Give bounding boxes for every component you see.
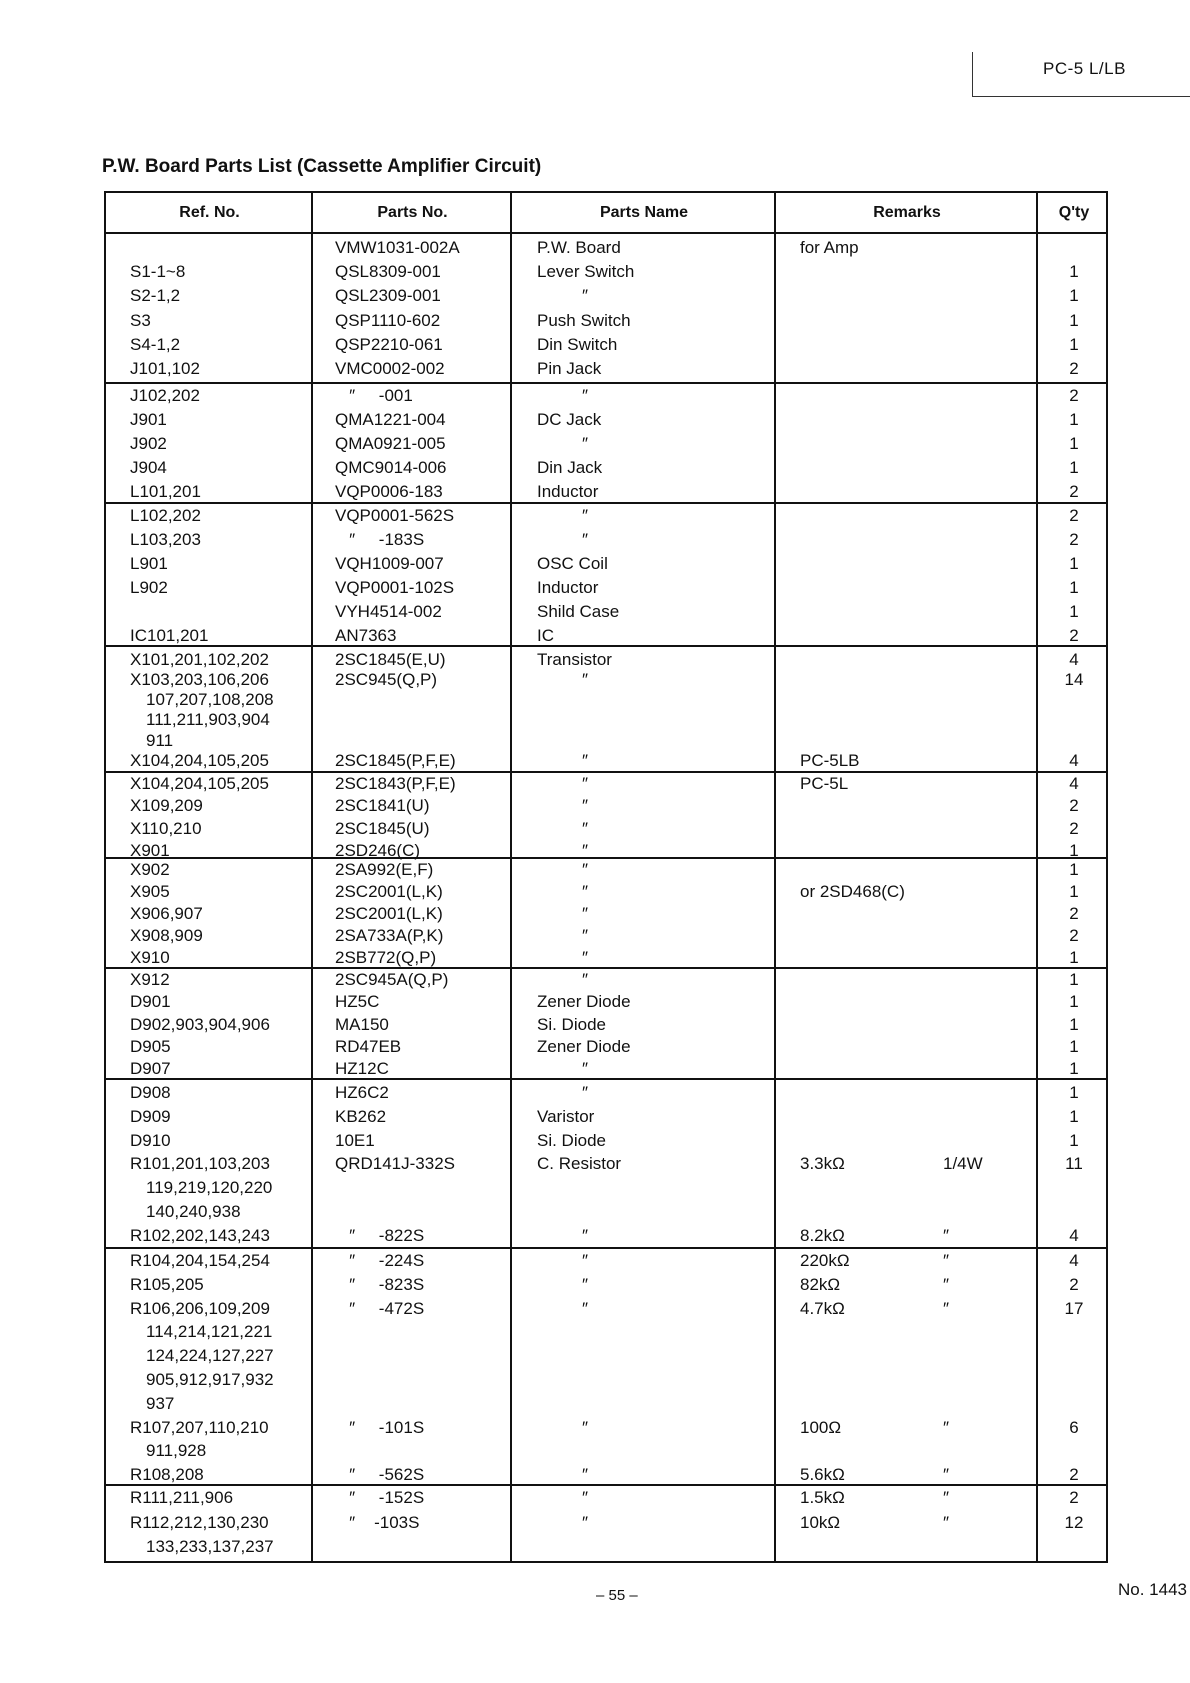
quantity: 1 bbox=[1069, 992, 1079, 1012]
parts-no: 2SC945(Q,P) bbox=[335, 670, 438, 690]
parts-name: Lever Switch bbox=[537, 262, 635, 282]
parts-group bbox=[106, 1484, 1106, 1563]
parts-group bbox=[106, 857, 1106, 967]
parts-no: RD47EB bbox=[335, 1036, 402, 1056]
ref-no: S4-1,2 bbox=[130, 335, 181, 355]
parts-no: ″ -152S bbox=[335, 1488, 425, 1507]
ref-no: L902 bbox=[130, 578, 168, 597]
quantity: 4 bbox=[1069, 1251, 1079, 1271]
quantity: 1 bbox=[1069, 602, 1079, 621]
ref-no: 911,928 bbox=[146, 1441, 207, 1461]
quantity: 4 bbox=[1069, 649, 1079, 669]
table-row bbox=[106, 1320, 1106, 1344]
parts-group bbox=[106, 502, 1106, 645]
remarks: 82kΩ bbox=[800, 1274, 841, 1294]
parts-group bbox=[106, 230, 1106, 382]
parts-no: QSL8309-001 bbox=[335, 262, 441, 282]
ref-no: S3 bbox=[130, 310, 151, 330]
parts-name: ″ bbox=[582, 796, 589, 816]
quantity: 1 bbox=[1069, 1130, 1079, 1150]
ref-no: 911 bbox=[146, 730, 174, 750]
ref-no: J101,102 bbox=[130, 359, 200, 379]
parts-no: QSP1110-602 bbox=[335, 310, 441, 330]
parts-name: Shild Case bbox=[537, 602, 620, 621]
ref-no: D908 bbox=[130, 1083, 171, 1103]
parts-group bbox=[106, 967, 1106, 1078]
table-row bbox=[106, 925, 1106, 947]
parts-no: QMC9014-006 bbox=[335, 458, 447, 477]
parts-no: VQP0001-562S bbox=[335, 506, 455, 525]
remarks-rating: ″ bbox=[943, 1465, 950, 1485]
quantity: 2 bbox=[1069, 926, 1079, 945]
table-row bbox=[106, 528, 1106, 552]
parts-name: ″ bbox=[582, 1298, 589, 1318]
remarks: or 2SD468(C) bbox=[800, 882, 905, 901]
remarks: 4.7kΩ bbox=[800, 1298, 845, 1318]
remarks: 3.3kΩ bbox=[800, 1154, 845, 1174]
parts-no: 2SB772(Q,P) bbox=[335, 948, 437, 967]
parts-name: ″ bbox=[582, 1465, 589, 1485]
parts-name: Varistor bbox=[537, 1106, 595, 1126]
ref-no: L102,202 bbox=[130, 506, 201, 525]
ref-no: X104,204,105,205 bbox=[130, 774, 269, 793]
parts-name: Si. Diode bbox=[537, 1130, 606, 1150]
ref-no: D910 bbox=[130, 1130, 171, 1150]
table-row bbox=[106, 284, 1106, 308]
parts-no: ″ -001 bbox=[335, 386, 413, 405]
table-row bbox=[106, 650, 1106, 670]
quantity: 4 bbox=[1069, 774, 1079, 793]
quantity: 1 bbox=[1069, 840, 1079, 860]
parts-name: IC bbox=[537, 626, 554, 645]
ref-no: X908,909 bbox=[130, 926, 203, 945]
ref-no: 111,211,903,904 bbox=[146, 710, 270, 730]
parts-no: VQP0001-102S bbox=[335, 578, 455, 597]
parts-no: QSP2210-061 bbox=[335, 335, 443, 355]
quantity: 1 bbox=[1069, 1014, 1079, 1034]
ref-no: R107,207,110,210 bbox=[130, 1417, 269, 1437]
parts-group bbox=[106, 771, 1106, 860]
parts-name: Si. Diode bbox=[537, 1014, 606, 1034]
parts-name: ″ bbox=[582, 970, 589, 989]
parts-group bbox=[106, 1247, 1106, 1484]
parts-name: ″ bbox=[582, 506, 589, 525]
parts-no: VQP0006-183 bbox=[335, 482, 443, 501]
quantity: 2 bbox=[1069, 904, 1079, 923]
parts-name: ″ bbox=[582, 926, 589, 945]
ref-no: J904 bbox=[130, 458, 167, 477]
quantity: 1 bbox=[1069, 410, 1079, 429]
table-row bbox=[106, 1081, 1106, 1105]
table-row bbox=[106, 991, 1106, 1013]
parts-name: Transistor bbox=[537, 649, 612, 669]
col-parts-name: Parts Name bbox=[599, 204, 689, 221]
quantity: 2 bbox=[1069, 1274, 1079, 1294]
remarks: 220kΩ bbox=[800, 1251, 850, 1271]
quantity: 1 bbox=[1069, 554, 1079, 573]
table-row bbox=[106, 859, 1106, 881]
ref-no: X905 bbox=[130, 882, 170, 901]
ref-no: J102,202 bbox=[130, 386, 200, 405]
parts-name: ″ bbox=[582, 774, 589, 793]
parts-no: ″ -101S bbox=[335, 1417, 425, 1437]
table-row bbox=[106, 670, 1106, 690]
parts-name: ″ bbox=[582, 904, 589, 923]
ref-no: L901 bbox=[130, 554, 168, 573]
remarks-rating: ″ bbox=[943, 1274, 950, 1294]
quantity: 1 bbox=[1069, 310, 1079, 330]
table-row bbox=[106, 236, 1106, 260]
table-row bbox=[106, 969, 1106, 991]
header-divider bbox=[972, 52, 973, 97]
parts-name: ″ bbox=[582, 1488, 589, 1507]
parts-name: OSC Coil bbox=[537, 554, 608, 573]
col-remarks: Remarks bbox=[873, 204, 941, 221]
remarks: 1.5kΩ bbox=[800, 1488, 845, 1507]
parts-no: 2SC1841(U) bbox=[335, 796, 430, 816]
ref-no: R108,208 bbox=[130, 1465, 204, 1485]
parts-no: QRD141J-332S bbox=[335, 1154, 456, 1174]
parts-name: ″ bbox=[582, 1083, 589, 1103]
table-row bbox=[106, 384, 1106, 408]
table-row bbox=[106, 881, 1106, 903]
remarks: for Amp bbox=[800, 237, 859, 257]
parts-no: HZ6C2 bbox=[335, 1083, 389, 1103]
remarks-rating: ″ bbox=[943, 1251, 950, 1271]
ref-no: D909 bbox=[130, 1106, 171, 1126]
table-row bbox=[106, 1224, 1106, 1248]
parts-name: Inductor bbox=[537, 578, 599, 597]
parts-no: ″ -103S bbox=[335, 1512, 420, 1532]
parts-name: P.W. Board bbox=[537, 237, 621, 257]
table-row bbox=[106, 1511, 1106, 1536]
quantity: 14 bbox=[1064, 670, 1084, 690]
ref-no: X906,907 bbox=[130, 904, 203, 923]
parts-no: 2SD246(C) bbox=[335, 840, 421, 860]
quantity: 2 bbox=[1069, 359, 1079, 379]
ref-no: R104,204,154,254 bbox=[130, 1251, 270, 1271]
table-row bbox=[106, 432, 1106, 456]
table-row bbox=[106, 456, 1106, 480]
table-row bbox=[106, 504, 1106, 528]
table-row bbox=[106, 731, 1106, 751]
remarks-rating: ″ bbox=[943, 1488, 950, 1507]
table-row bbox=[106, 1416, 1106, 1440]
parts-no: ″ -472S bbox=[335, 1298, 425, 1318]
parts-name: ″ bbox=[582, 670, 589, 690]
parts-no: VMW1031-002A bbox=[335, 237, 460, 257]
parts-no: 2SA992(E,F) bbox=[335, 860, 434, 879]
parts-name: C. Resistor bbox=[537, 1154, 622, 1174]
ref-no: S1-1~8 bbox=[130, 262, 186, 282]
table-row bbox=[106, 795, 1106, 817]
parts-no: 2SA733A(P,K) bbox=[335, 926, 444, 945]
ref-no: X910 bbox=[130, 948, 170, 967]
ref-no: 905,912,917,932 bbox=[146, 1370, 274, 1390]
table-row bbox=[106, 576, 1106, 600]
remarks: 10kΩ bbox=[800, 1512, 841, 1532]
ref-no: 937 bbox=[146, 1393, 175, 1413]
table-row bbox=[106, 260, 1106, 284]
ref-no: 133,233,137,237 bbox=[146, 1537, 274, 1556]
quantity: 1 bbox=[1069, 970, 1079, 989]
table-row bbox=[106, 408, 1106, 432]
quantity: 2 bbox=[1069, 796, 1079, 816]
table-row bbox=[106, 1105, 1106, 1129]
parts-name: Zener Diode bbox=[537, 992, 631, 1012]
parts-name: ″ bbox=[582, 840, 589, 860]
parts-no: 2SC945A(Q,P) bbox=[335, 970, 449, 989]
parts-group bbox=[106, 1078, 1106, 1247]
parts-name: ″ bbox=[582, 948, 589, 967]
parts-name: ″ bbox=[582, 1059, 589, 1079]
table-row bbox=[106, 1344, 1106, 1368]
table-row bbox=[106, 903, 1106, 925]
parts-no: 2SC1845(E,U) bbox=[335, 649, 446, 669]
remarks-rating: ″ bbox=[943, 1298, 950, 1318]
table-row bbox=[106, 1014, 1106, 1036]
parts-no: QSL2309-001 bbox=[335, 286, 441, 306]
ref-no: R111,211,906 bbox=[130, 1488, 234, 1507]
ref-no: 119,219,120,220 bbox=[146, 1178, 273, 1198]
parts-name: ″ bbox=[582, 286, 589, 306]
parts-name: ″ bbox=[582, 1512, 589, 1532]
remarks: 8.2kΩ bbox=[800, 1225, 845, 1245]
parts-name: Zener Diode bbox=[537, 1036, 631, 1056]
quantity: 1 bbox=[1069, 578, 1079, 597]
remarks-rating: ″ bbox=[943, 1417, 950, 1437]
table-row bbox=[106, 1535, 1106, 1560]
table-row bbox=[106, 1249, 1106, 1273]
remarks: PC-5LB bbox=[800, 750, 860, 770]
table-row bbox=[106, 333, 1106, 357]
quantity: 1 bbox=[1069, 948, 1079, 967]
parts-no: 2SC1845(U) bbox=[335, 818, 430, 838]
remarks-rating: ″ bbox=[943, 1225, 950, 1245]
quantity: 1 bbox=[1069, 1106, 1079, 1126]
page-number: – 55 – bbox=[596, 1587, 638, 1604]
parts-no: 2SC1845(P,F,E) bbox=[335, 750, 456, 770]
quantity: 17 bbox=[1064, 1298, 1084, 1318]
parts-name: Pin Jack bbox=[537, 359, 602, 379]
page-title: P.W. Board Parts List (Cassette Amplifier Circuit) bbox=[102, 156, 542, 177]
ref-no: D905 bbox=[130, 1036, 171, 1056]
ref-no: IC101,201 bbox=[130, 626, 209, 645]
parts-no: ″ -823S bbox=[335, 1274, 425, 1294]
ref-no: X103,203,106,206 bbox=[130, 670, 269, 690]
quantity: 2 bbox=[1069, 1488, 1079, 1507]
parts-no: VQH1009-007 bbox=[335, 554, 444, 573]
parts-name: ″ bbox=[582, 1225, 589, 1245]
table-row bbox=[106, 1297, 1106, 1321]
remarks: 5.6kΩ bbox=[800, 1465, 845, 1485]
ref-no: X101,201,102,202 bbox=[130, 649, 269, 669]
col-qty: Q'ty bbox=[1058, 204, 1090, 221]
parts-no: ″ -183S bbox=[335, 530, 425, 549]
ref-no: R101,201,103,203 bbox=[130, 1154, 270, 1174]
parts-no: ″ -562S bbox=[335, 1465, 425, 1485]
ref-no: D901 bbox=[130, 992, 171, 1012]
parts-name: Din Jack bbox=[537, 458, 603, 477]
table-row bbox=[106, 690, 1106, 710]
ref-no: 124,224,127,227 bbox=[146, 1346, 274, 1366]
table-row bbox=[106, 1392, 1106, 1416]
remarks: PC-5L bbox=[800, 774, 849, 793]
parts-name: Inductor bbox=[537, 482, 599, 501]
table-row bbox=[106, 818, 1106, 840]
table-row bbox=[106, 309, 1106, 333]
parts-name: ″ bbox=[582, 818, 589, 838]
table-row bbox=[106, 1200, 1106, 1224]
parts-name: ″ bbox=[582, 1417, 589, 1437]
parts-no: 2SC2001(L,K) bbox=[335, 904, 443, 923]
remarks: 100Ω bbox=[800, 1417, 842, 1437]
parts-no: VMC0002-002 bbox=[335, 359, 445, 379]
ref-no: J902 bbox=[130, 434, 167, 453]
table-row bbox=[106, 1273, 1106, 1297]
parts-name: ″ bbox=[582, 860, 589, 879]
col-parts-no: Parts No. bbox=[377, 204, 448, 221]
parts-name: ″ bbox=[582, 750, 589, 770]
parts-name: ″ bbox=[582, 882, 589, 901]
ref-no: 114,214,121,221 bbox=[146, 1322, 273, 1342]
ref-no: X902 bbox=[130, 860, 170, 879]
parts-name: ″ bbox=[582, 434, 589, 453]
quantity: 1 bbox=[1069, 882, 1079, 901]
ref-no: R105,205 bbox=[130, 1274, 204, 1294]
document-number: No. 1443 bbox=[1118, 1580, 1187, 1599]
remarks-rating: 1/4W bbox=[943, 1154, 983, 1174]
parts-no: AN7363 bbox=[335, 626, 397, 645]
parts-group bbox=[106, 645, 1106, 771]
ref-no: L103,203 bbox=[130, 530, 201, 549]
header-rule bbox=[972, 96, 1190, 97]
quantity: 1 bbox=[1069, 1059, 1079, 1079]
parts-name: ″ bbox=[582, 1274, 589, 1294]
table-row bbox=[106, 947, 1106, 969]
ref-no: 140,240,938 bbox=[146, 1202, 241, 1222]
parts-no: 2SC2001(L,K) bbox=[335, 882, 443, 901]
parts-no: QMA1221-004 bbox=[335, 410, 446, 429]
table-row bbox=[106, 600, 1106, 624]
quantity: 2 bbox=[1069, 818, 1079, 838]
ref-no: J901 bbox=[130, 410, 167, 429]
ref-no: S2-1,2 bbox=[130, 286, 181, 306]
quantity: 4 bbox=[1069, 750, 1079, 770]
parts-no: MA150 bbox=[335, 1014, 389, 1034]
model-number: PC-5 L/LB bbox=[1043, 59, 1126, 78]
col-ref-no: Ref. No. bbox=[179, 204, 240, 221]
parts-no: VYH4514-002 bbox=[335, 602, 442, 621]
ref-no: D907 bbox=[130, 1059, 171, 1079]
parts-no: HZ12C bbox=[335, 1059, 389, 1079]
quantity: 11 bbox=[1065, 1154, 1083, 1174]
table-row bbox=[106, 552, 1106, 576]
parts-name: ″ bbox=[582, 530, 589, 549]
quantity: 2 bbox=[1069, 1465, 1079, 1485]
ref-no: X901 bbox=[130, 840, 170, 860]
table-row bbox=[106, 1176, 1106, 1200]
quantity: 1 bbox=[1069, 1036, 1079, 1056]
quantity: 4 bbox=[1069, 1225, 1079, 1245]
remarks-rating: ″ bbox=[943, 1512, 950, 1532]
table-row bbox=[106, 357, 1106, 381]
ref-no: R112,212,130,230 bbox=[130, 1512, 269, 1532]
parts-name: DC Jack bbox=[537, 410, 602, 429]
table-row bbox=[106, 751, 1106, 771]
parts-no: QMA0921-005 bbox=[335, 434, 446, 453]
table-row bbox=[106, 480, 1106, 504]
table-row bbox=[106, 1439, 1106, 1463]
parts-no: 2SC1843(P,F,E) bbox=[335, 774, 456, 793]
parts-name: Push Switch bbox=[537, 310, 631, 330]
table-header bbox=[106, 193, 1106, 234]
quantity: 2 bbox=[1069, 386, 1079, 405]
quantity: 6 bbox=[1069, 1417, 1079, 1437]
parts-group bbox=[106, 382, 1106, 502]
quantity: 2 bbox=[1069, 626, 1079, 645]
ref-no: X104,204,105,205 bbox=[130, 750, 269, 770]
table-row bbox=[106, 1129, 1106, 1153]
ref-no: X912 bbox=[130, 970, 170, 989]
quantity: 1 bbox=[1069, 458, 1079, 477]
ref-no: D902,903,904,906 bbox=[130, 1014, 270, 1034]
parts-no: HZ5C bbox=[335, 992, 380, 1012]
quantity: 1 bbox=[1069, 262, 1079, 282]
parts-no: ″ -224S bbox=[335, 1251, 425, 1271]
parts-name: Din Switch bbox=[537, 335, 618, 355]
quantity: 1 bbox=[1069, 286, 1079, 306]
table-row bbox=[106, 1368, 1106, 1392]
parts-name: ″ bbox=[582, 1251, 589, 1271]
table-row bbox=[106, 1036, 1106, 1058]
quantity: 1 bbox=[1069, 434, 1079, 453]
ref-no: R102,202,143,243 bbox=[130, 1225, 270, 1245]
parts-table bbox=[104, 191, 1108, 1563]
parts-no: ″ -822S bbox=[335, 1225, 425, 1245]
parts-name: ″ bbox=[582, 386, 589, 405]
ref-no: X109,209 bbox=[130, 796, 203, 816]
quantity: 1 bbox=[1069, 335, 1079, 355]
ref-no: R106,206,109,209 bbox=[130, 1298, 270, 1318]
table-row bbox=[106, 1486, 1106, 1511]
quantity: 2 bbox=[1069, 482, 1079, 501]
parts-no: KB262 bbox=[335, 1106, 387, 1126]
ref-no: X110,210 bbox=[130, 818, 202, 838]
quantity: 1 bbox=[1069, 860, 1079, 879]
ref-no: 107,207,108,208 bbox=[146, 690, 274, 710]
table-row bbox=[106, 1152, 1106, 1176]
parts-no: 10E1 bbox=[335, 1130, 375, 1150]
quantity: 2 bbox=[1069, 530, 1079, 549]
quantity: 2 bbox=[1069, 506, 1079, 525]
ref-no: L101,201 bbox=[130, 482, 201, 501]
table-row bbox=[106, 710, 1106, 730]
table-row bbox=[106, 773, 1106, 795]
quantity: 12 bbox=[1064, 1512, 1084, 1532]
quantity: 1 bbox=[1069, 1083, 1079, 1103]
